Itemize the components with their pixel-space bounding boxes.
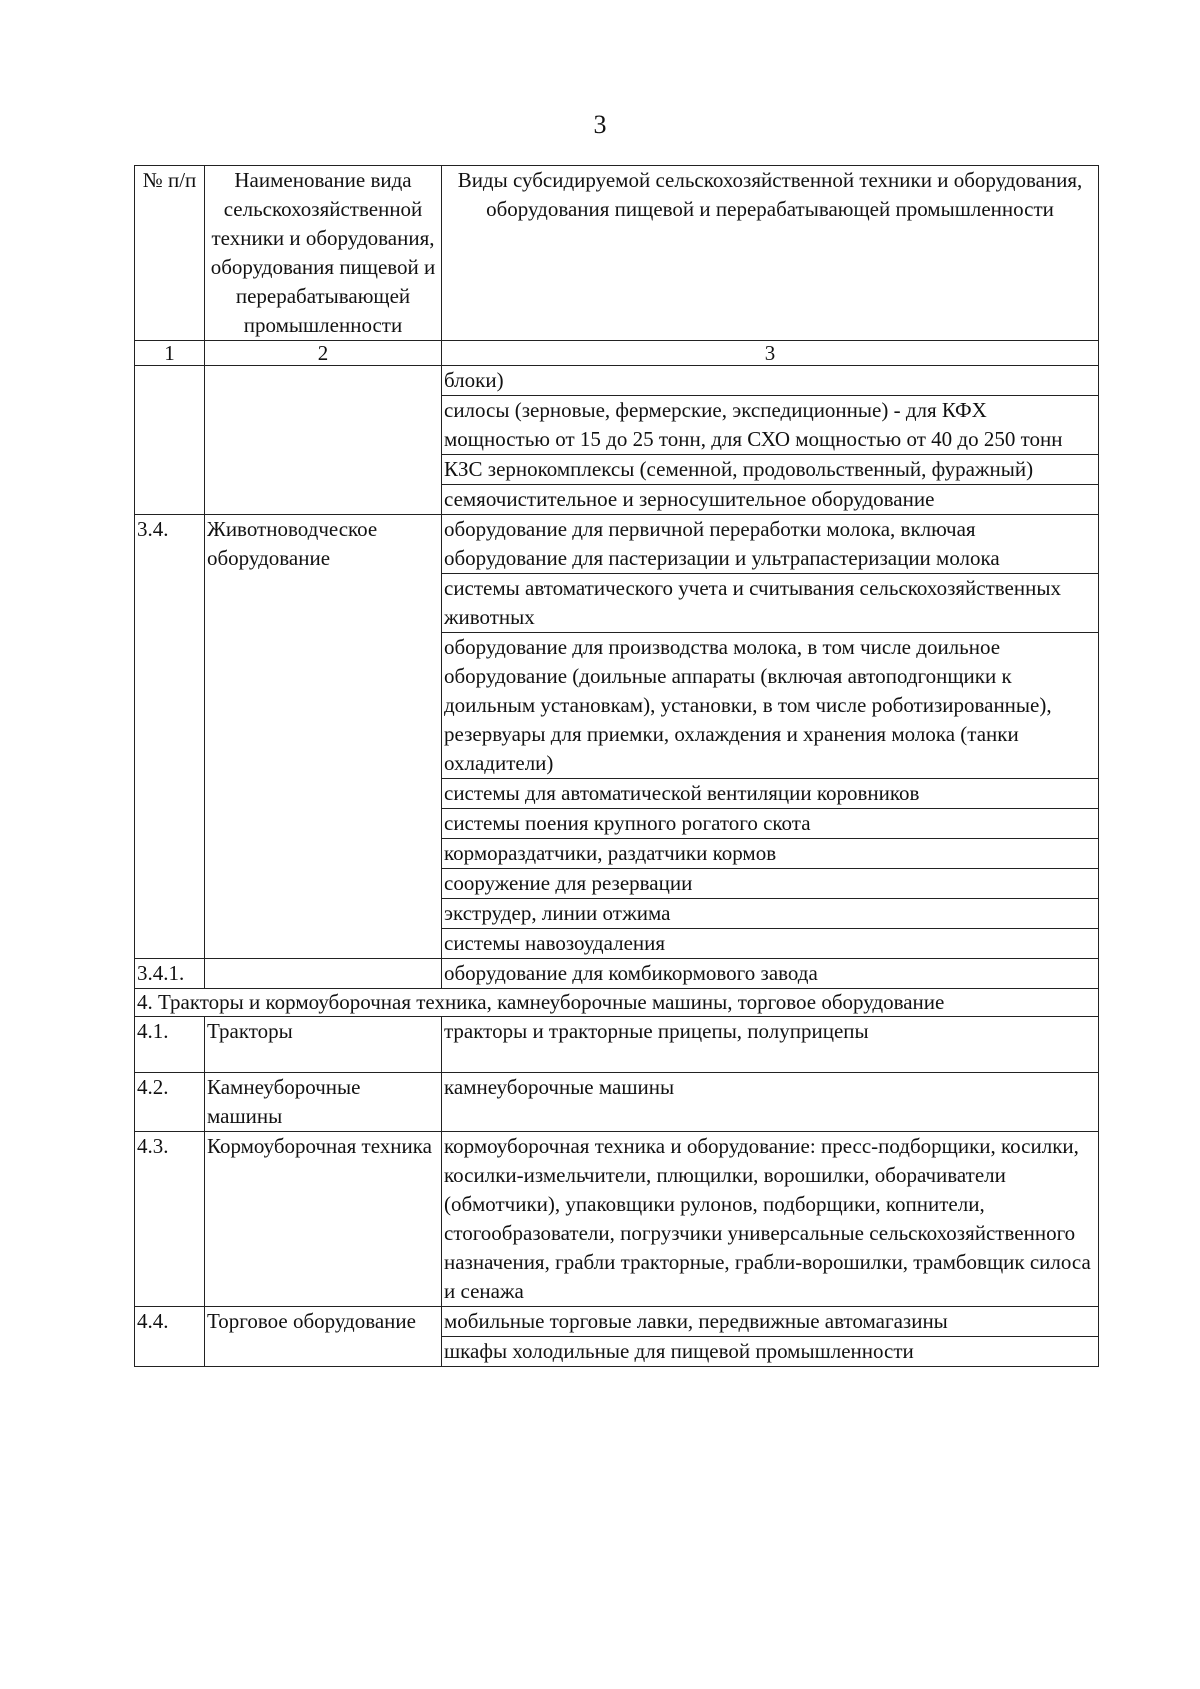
item-cell: силосы (зерновые, фермерские, экспедиционные) - для КФХ мощностью от 15 до 25 тонн, для СХО мощностью от 40 до 250 тонн [442, 396, 1099, 455]
header-col-subsidized-kinds: Виды субсидируемой сельскохозяйственной техники и оборудования, оборудования пищевой и перерабатывающей промышленности [442, 166, 1099, 341]
item-cell: оборудование для комбикормового завода [442, 959, 1099, 989]
table-row [135, 1307, 1099, 1337]
column-number: 3 [442, 341, 1099, 366]
row-name-cell: Кормоуборочная техника [205, 1132, 442, 1307]
column-number: 1 [135, 341, 205, 366]
item-cell: камнеуборочные машины [442, 1073, 1099, 1132]
item-cell: системы поения крупного рогатого скота [442, 809, 1099, 839]
row-number-cell: 4.2. [135, 1073, 205, 1132]
item-cell: кормоуборочная техника и оборудование: пресс-подборщики, косилки, косилки-измельчители, плющилки, ворошилки, оборачиватели (обмотчики), упаковщики рулонов, подборщики, копнители, стогообразователи, погрузчики универсальные сельскохозяйственного назначения, грабли тракторные, грабли-ворошилки, трамбовщик силоса и сенажа [442, 1132, 1099, 1307]
row-name-cell: Тракторы [205, 1017, 442, 1073]
item-cell: семяочистительное и зерносушительное оборудование [442, 485, 1099, 515]
row-number-cell: 4.1. [135, 1017, 205, 1073]
item-cell: блоки) [442, 366, 1099, 396]
row-name-cell [205, 959, 442, 989]
item-cell: оборудование для производства молока, в том числе доильное оборудование (доильные аппараты (включая автоподгонщики к доильным установкам), установки, в том числе роботизированные), резервуары для приемки, охлаждения и хранения молока (танки охладители) [442, 633, 1099, 779]
page-number: 3 [593, 110, 607, 139]
column-number-row [135, 341, 1099, 366]
section-title: 4. Тракторы и кормоуборочная техника, камнеуборочные машины, торговое оборудование [135, 989, 1099, 1017]
item-cell: кормораздатчики, раздатчики кормов [442, 839, 1099, 869]
header-col-type-name: Наименование вида сельскохозяйственной техники и оборудования, оборудования пищевой и перерабатывающей промышленности [205, 166, 442, 341]
column-number: 2 [205, 341, 442, 366]
table-row [135, 1017, 1099, 1073]
item-cell: мобильные торговые лавки, передвижные автомагазины [442, 1307, 1099, 1337]
item-cell: системы автоматического учета и считывания сельскохозяйственных животных [442, 574, 1099, 633]
table-header-row [135, 166, 1099, 341]
table-row [135, 1132, 1099, 1307]
row-name-cell [205, 366, 442, 515]
header-col-number: № п/п [135, 166, 205, 341]
row-number-cell: 4.3. [135, 1132, 205, 1307]
row-number-cell: 3.4.1. [135, 959, 205, 989]
row-number-cell: 4.4. [135, 1307, 205, 1367]
table-row [135, 1073, 1099, 1132]
item-cell: экструдер, линии отжима [442, 899, 1099, 929]
row-number-cell: 3.4. [135, 515, 205, 959]
table-row [135, 515, 1099, 574]
item-cell: оборудование для первичной переработки молока, включая оборудование для пастеризации и ультрапастеризации молока [442, 515, 1099, 574]
equipment-table [134, 165, 1099, 1367]
item-cell: тракторы и тракторные прицепы, полуприцепы [442, 1017, 1099, 1073]
item-cell: системы навозоудаления [442, 929, 1099, 959]
row-name-cell: Камнеуборочные машины [205, 1073, 442, 1132]
section-title-row [135, 989, 1099, 1017]
item-cell: сооружение для резервации [442, 869, 1099, 899]
item-cell: КЗС зернокомплексы (семенной, продовольственный, фуражный) [442, 455, 1099, 485]
row-name-cell: Торговое оборудование [205, 1307, 442, 1367]
item-cell: системы для автоматической вентиляции коровников [442, 779, 1099, 809]
table-row [135, 959, 1099, 989]
row-name-cell: Животноводческое оборудование [205, 515, 442, 959]
row-number-cell [135, 366, 205, 515]
table-row [135, 366, 1099, 396]
item-cell: шкафы холодильные для пищевой промышленности [442, 1337, 1099, 1367]
